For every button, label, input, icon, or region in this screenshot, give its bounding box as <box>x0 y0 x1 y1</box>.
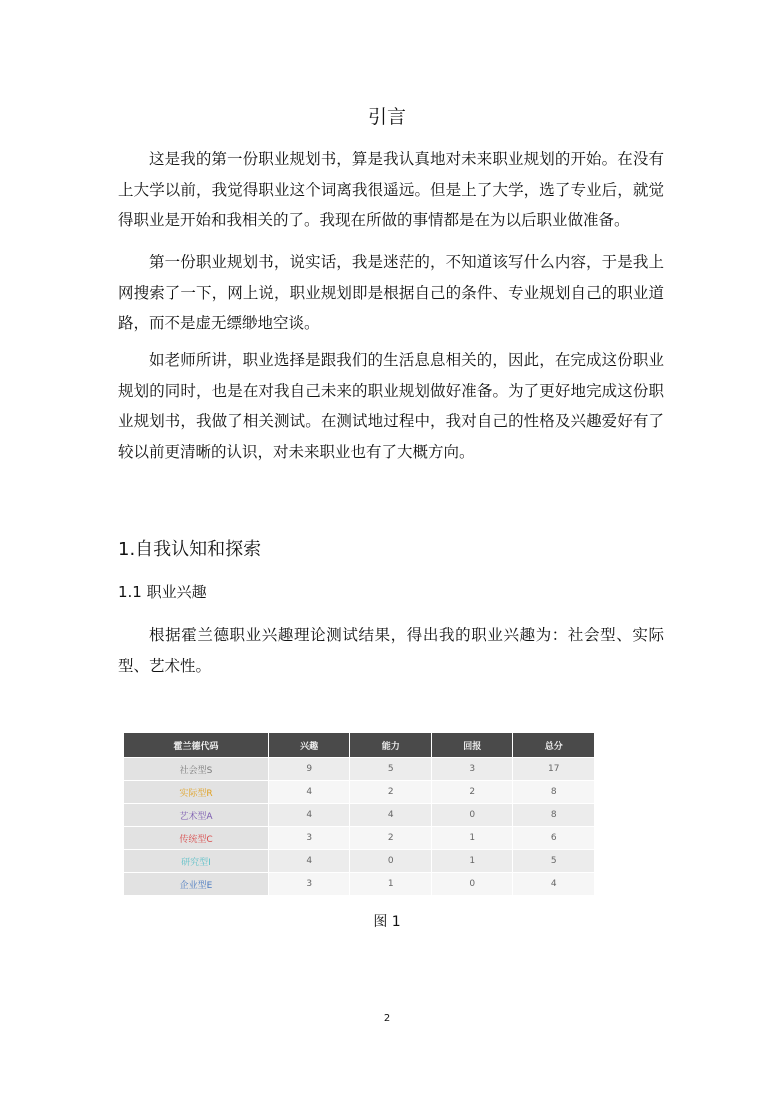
intro-paragraph-3: 如老师所讲，职业选择是跟我们的生活息息相关的，因此，在完成这份职业规划的同时，也是在对我自己未来的职业规划做好准备。为了更好地完成这份职业规划书，我做了相关测试。在测试地过程中，我对自己的性格及兴趣爱好有了较以前更清晰的认识，对未来职业也有了大概方向。 <box>118 351 664 461</box>
table-row <box>124 781 594 803</box>
cell-total: 5 <box>513 850 594 872</box>
cell-interest: 4 <box>269 781 350 803</box>
cell-reward: 1 <box>432 827 513 849</box>
intro-paragraph-2: 第一份职业规划书，说实话，我是迷茫的，不知道该写什么内容，于是我上网搜索了一下，网上说，职业规划即是根据自己的条件、专业规划自己的职业道路，而不是虚无缥缈地空谈。 <box>118 253 664 332</box>
table-row <box>124 758 594 780</box>
cell-interest: 9 <box>269 758 350 780</box>
cell-interest: 3 <box>269 873 350 895</box>
intro-paragraph-1: 这是我的第一份职业规划书，算是我认真地对未来职业规划的开始。在没有上大学以前，我觉得职业这个词离我很遥远。但是上了大学，选了专业后，就觉得职业是开始和我相关的了。我现在所做的事情都是在为以后职业做准备。 <box>118 150 664 229</box>
cell-reward: 3 <box>432 758 513 780</box>
cell-reward: 1 <box>432 850 513 872</box>
table-row <box>124 850 594 872</box>
page-title: 引言 <box>367 106 406 128</box>
cell-ability: 2 <box>350 827 431 849</box>
subsection-heading: 1.1 职业兴趣 <box>118 583 207 601</box>
header-interest: 兴趣 <box>269 733 350 757</box>
table-header-row <box>124 733 594 757</box>
cell-total: 8 <box>513 804 594 826</box>
cell-ability: 4 <box>350 804 431 826</box>
cell-holland-type: 研究型I <box>124 850 268 872</box>
cell-reward: 2 <box>432 781 513 803</box>
header-holland-code: 霍兰德代码 <box>124 733 268 757</box>
cell-ability: 0 <box>350 850 431 872</box>
cell-total: 6 <box>513 827 594 849</box>
figure-caption: 图 1 <box>373 914 401 930</box>
cell-interest: 4 <box>269 804 350 826</box>
cell-total: 4 <box>513 873 594 895</box>
header-total: 总分 <box>513 733 594 757</box>
cell-holland-type: 实际型R <box>124 781 268 803</box>
table-row <box>124 804 594 826</box>
cell-holland-type: 社会型S <box>124 758 268 780</box>
cell-holland-type: 艺术型A <box>124 804 268 826</box>
header-ability: 能力 <box>350 733 431 757</box>
cell-total: 17 <box>513 758 594 780</box>
table-row <box>124 827 594 849</box>
cell-reward: 0 <box>432 804 513 826</box>
header-reward: 回报 <box>432 733 513 757</box>
section-heading: 1.自我认知和探索 <box>118 539 262 560</box>
cell-interest: 3 <box>269 827 350 849</box>
cell-holland-type: 传统型C <box>124 827 268 849</box>
cell-ability: 1 <box>350 873 431 895</box>
cell-ability: 5 <box>350 758 431 780</box>
section-paragraph: 根据霍兰德职业兴趣理论测试结果，得出我的职业兴趣为：社会型、实际型、艺术性。 <box>118 626 664 675</box>
table-row <box>124 873 594 895</box>
holland-code-table <box>123 732 595 896</box>
cell-total: 8 <box>513 781 594 803</box>
cell-interest: 4 <box>269 850 350 872</box>
cell-holland-type: 企业型E <box>124 873 268 895</box>
page-number: 2 <box>383 1013 391 1024</box>
cell-reward: 0 <box>432 873 513 895</box>
cell-ability: 2 <box>350 781 431 803</box>
